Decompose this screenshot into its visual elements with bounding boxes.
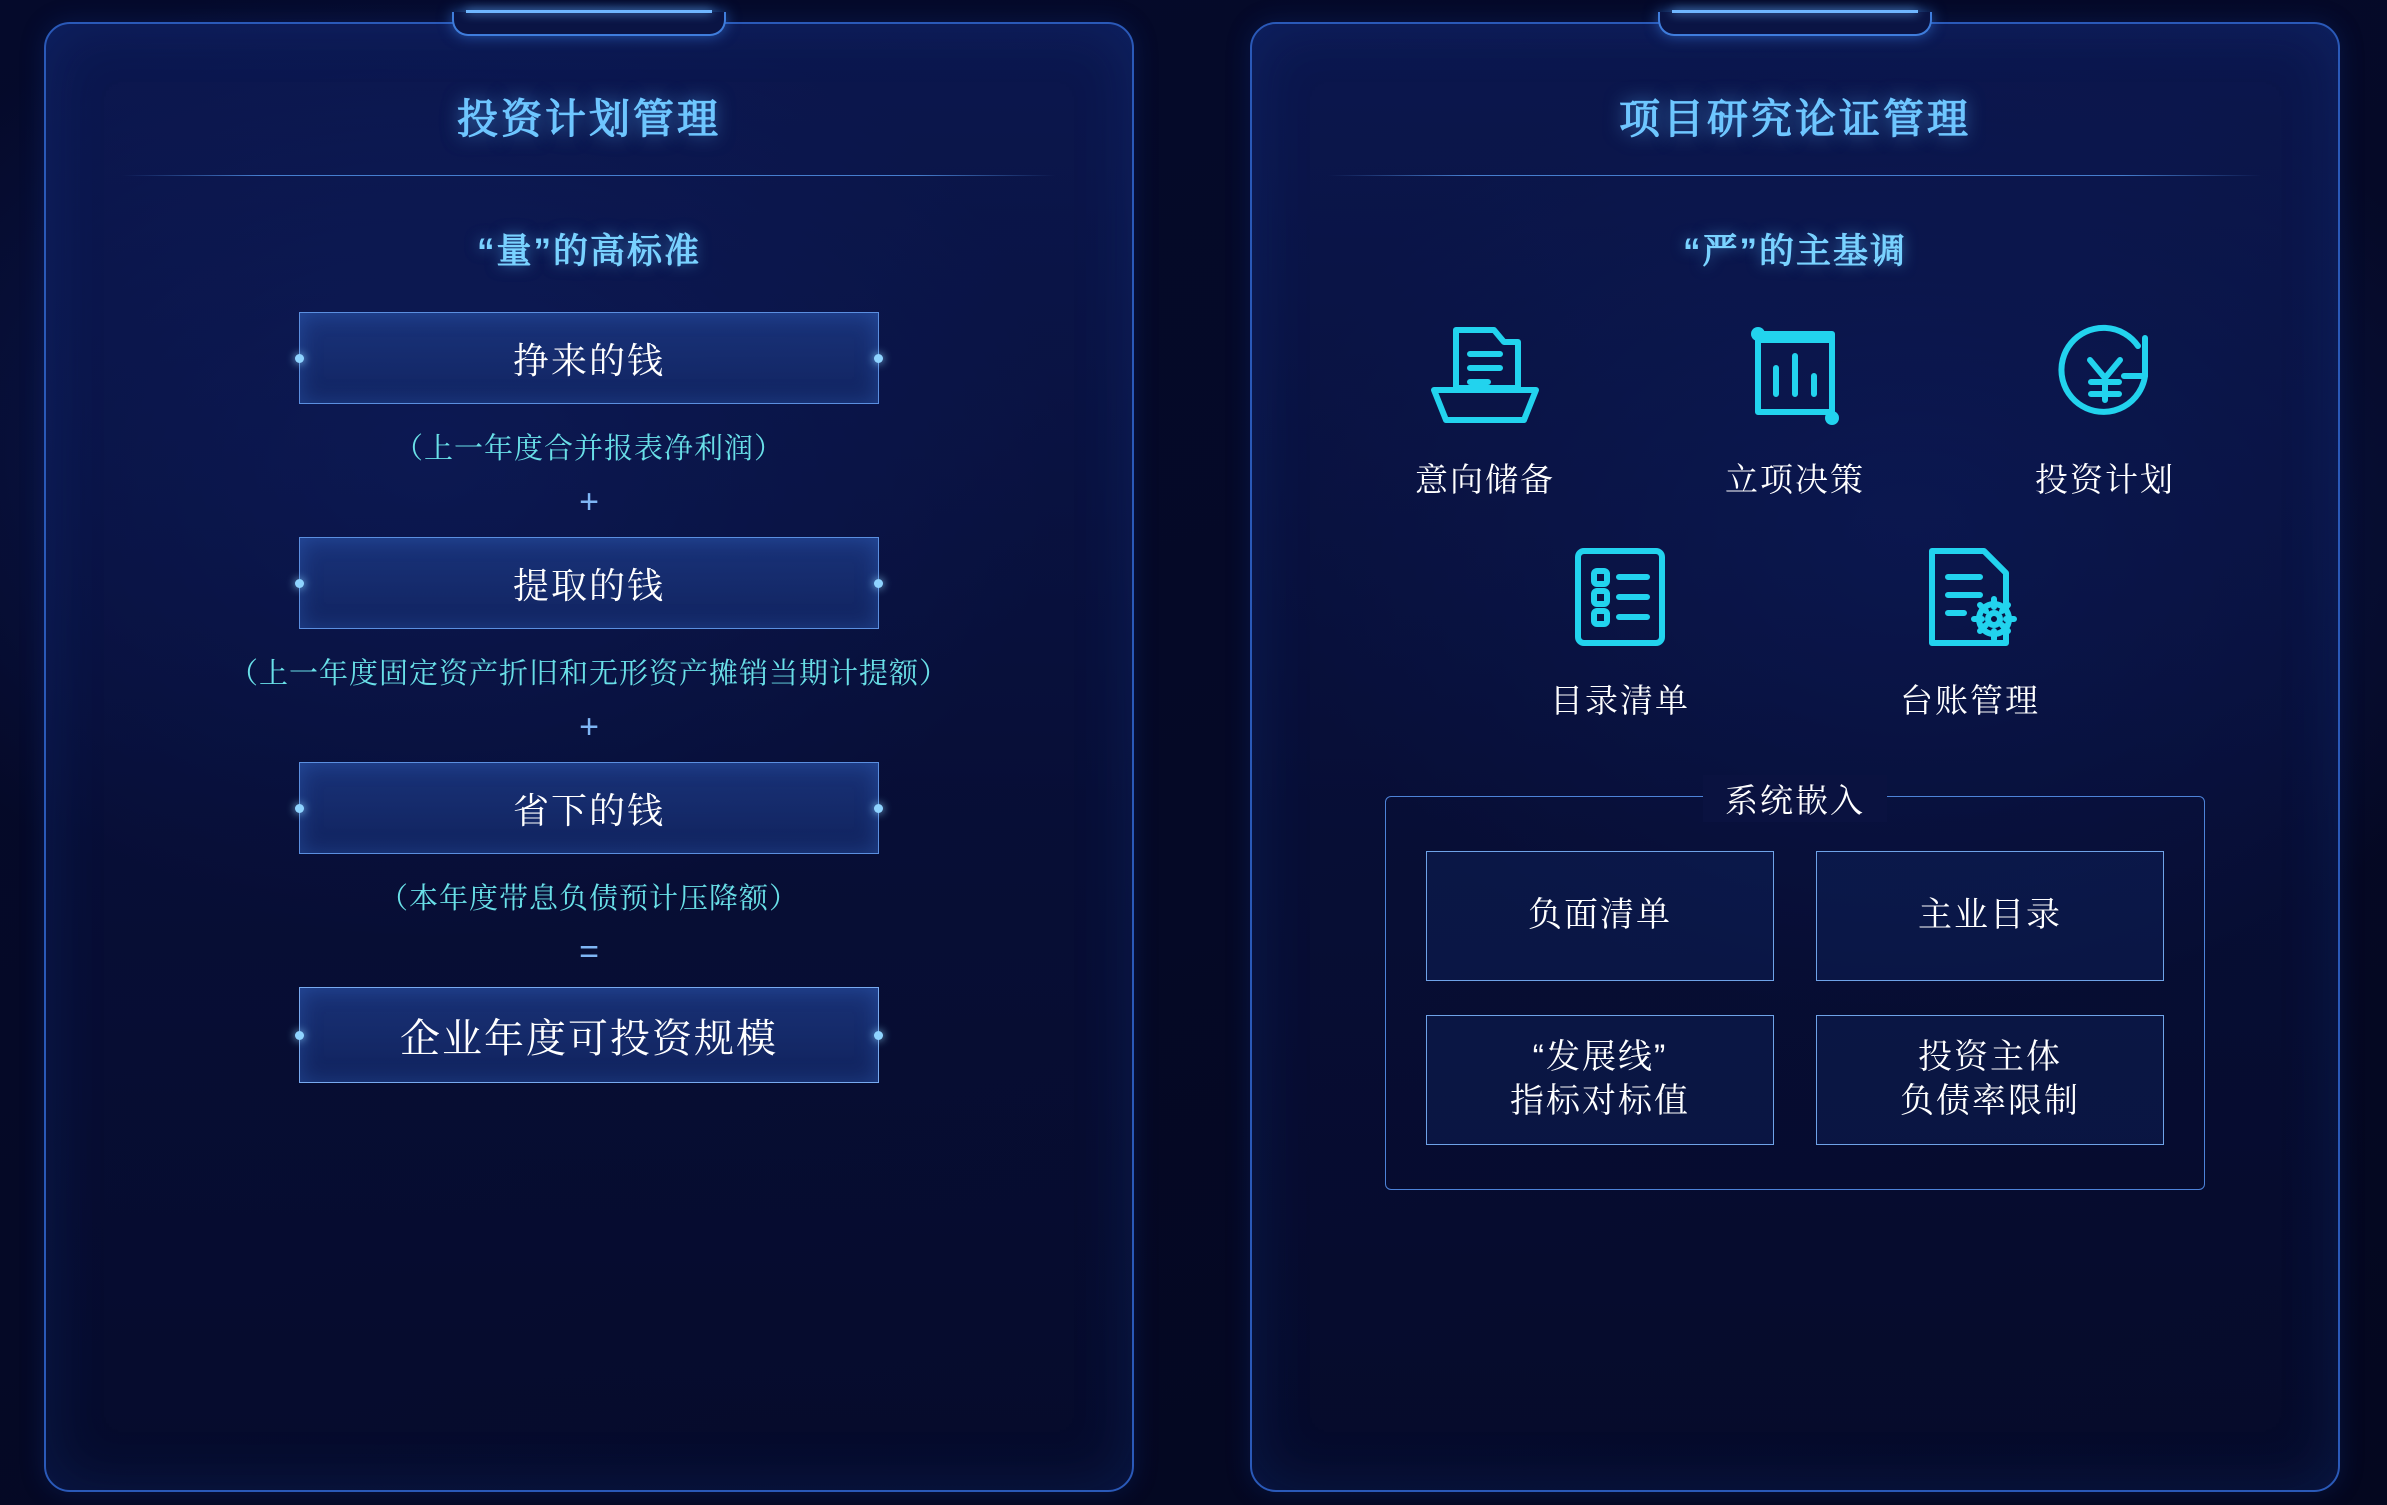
formula-operator-3: = [579,933,599,971]
embed-cell-line2: 指标对标值 [1510,1082,1690,1120]
node-dot-icon [295,579,304,588]
formula-step-2 [299,537,879,629]
formula-step-1-note: （上一年度合并报表净利润） [393,433,784,465]
formula-step-2-note: （上一年度固定资产折旧和无形资产摊销当期计提额） [228,658,949,690]
embed-cell-negative-list[interactable] [1426,851,1774,981]
formula-step-3-label: 省下的钱 [299,762,879,854]
node-dot-icon [874,579,883,588]
feature-investment-plan-label: 投资计划 [2035,461,2175,498]
left-panel-title: 投资计划管理 [457,96,721,142]
node-dot-icon [874,354,883,363]
formula-step-3 [299,762,879,854]
node-dot-icon [295,1031,304,1040]
formula-step-1 [299,312,879,404]
panel-investment-plan [44,22,1134,1492]
node-dot-icon [874,1031,883,1040]
panel-notch-left [452,12,726,36]
feature-ledger-management-label: 台账管理 [1900,682,2040,719]
formula-step-2-label: 提取的钱 [299,537,879,629]
feature-ledger-management[interactable] [1850,535,2090,722]
feature-project-decision[interactable] [1675,314,1915,501]
embed-cell-main-business-catalog[interactable] [1816,851,2164,981]
right-panel-subtitle: “严”的主基调 [1682,232,1907,271]
system-embed-group [1385,782,2205,1190]
formula-operator-2: + [579,708,599,746]
left-panel-subtitle: “量”的高标准 [476,232,701,271]
feature-project-decision-label: 立项决策 [1725,461,1865,498]
feature-intent-reserve[interactable] [1365,314,1605,501]
feature-icon-row-2 [1485,535,2105,756]
embed-cell-line1: 投资主体 [1918,1038,2062,1077]
embed-cell-line1: 负面清单 [1528,896,1672,935]
embed-cell-debt-ratio-limit[interactable] [1816,1015,2164,1145]
node-dot-icon [874,804,883,813]
node-dot-icon [295,804,304,813]
investment-formula [46,312,1132,1083]
bar-chart-icon [1729,314,1861,438]
embed-cell-line1: 主业目录 [1918,896,2062,935]
formula-step-3-note: （本年度带息负债预计压降额） [378,883,799,915]
embed-cell-line2: 负债率限制 [1900,1082,2080,1120]
right-panel-title: 项目研究论证管理 [1619,96,1971,142]
yuan-refresh-icon [2039,314,2171,438]
checklist-icon [1554,535,1686,659]
embed-cell-line1: “发展线” [1532,1038,1668,1077]
formula-step-1-label: 挣来的钱 [299,312,879,404]
formula-result [299,987,879,1083]
folder-document-icon [1419,314,1551,438]
formula-operator-1: + [579,483,599,521]
feature-intent-reserve-label: 意向储备 [1415,461,1555,498]
panel-project-research [1250,22,2340,1492]
feature-investment-plan[interactable] [1985,314,2225,501]
feature-catalog-list[interactable] [1500,535,1740,722]
feature-catalog-list-label: 目录清单 [1550,682,1690,719]
system-embed-legend: 系统嵌入 [1703,775,1887,822]
document-gear-icon [1904,535,2036,659]
left-title-divider [122,175,1056,176]
right-title-divider [1328,175,2262,176]
embed-cell-development-line[interactable] [1426,1015,1774,1145]
formula-result-label: 企业年度可投资规模 [299,987,879,1083]
node-dot-icon [295,354,304,363]
panel-notch-right [1658,12,1932,36]
feature-icon-row-1 [1365,314,2225,535]
system-embed-grid [1426,851,2164,1145]
